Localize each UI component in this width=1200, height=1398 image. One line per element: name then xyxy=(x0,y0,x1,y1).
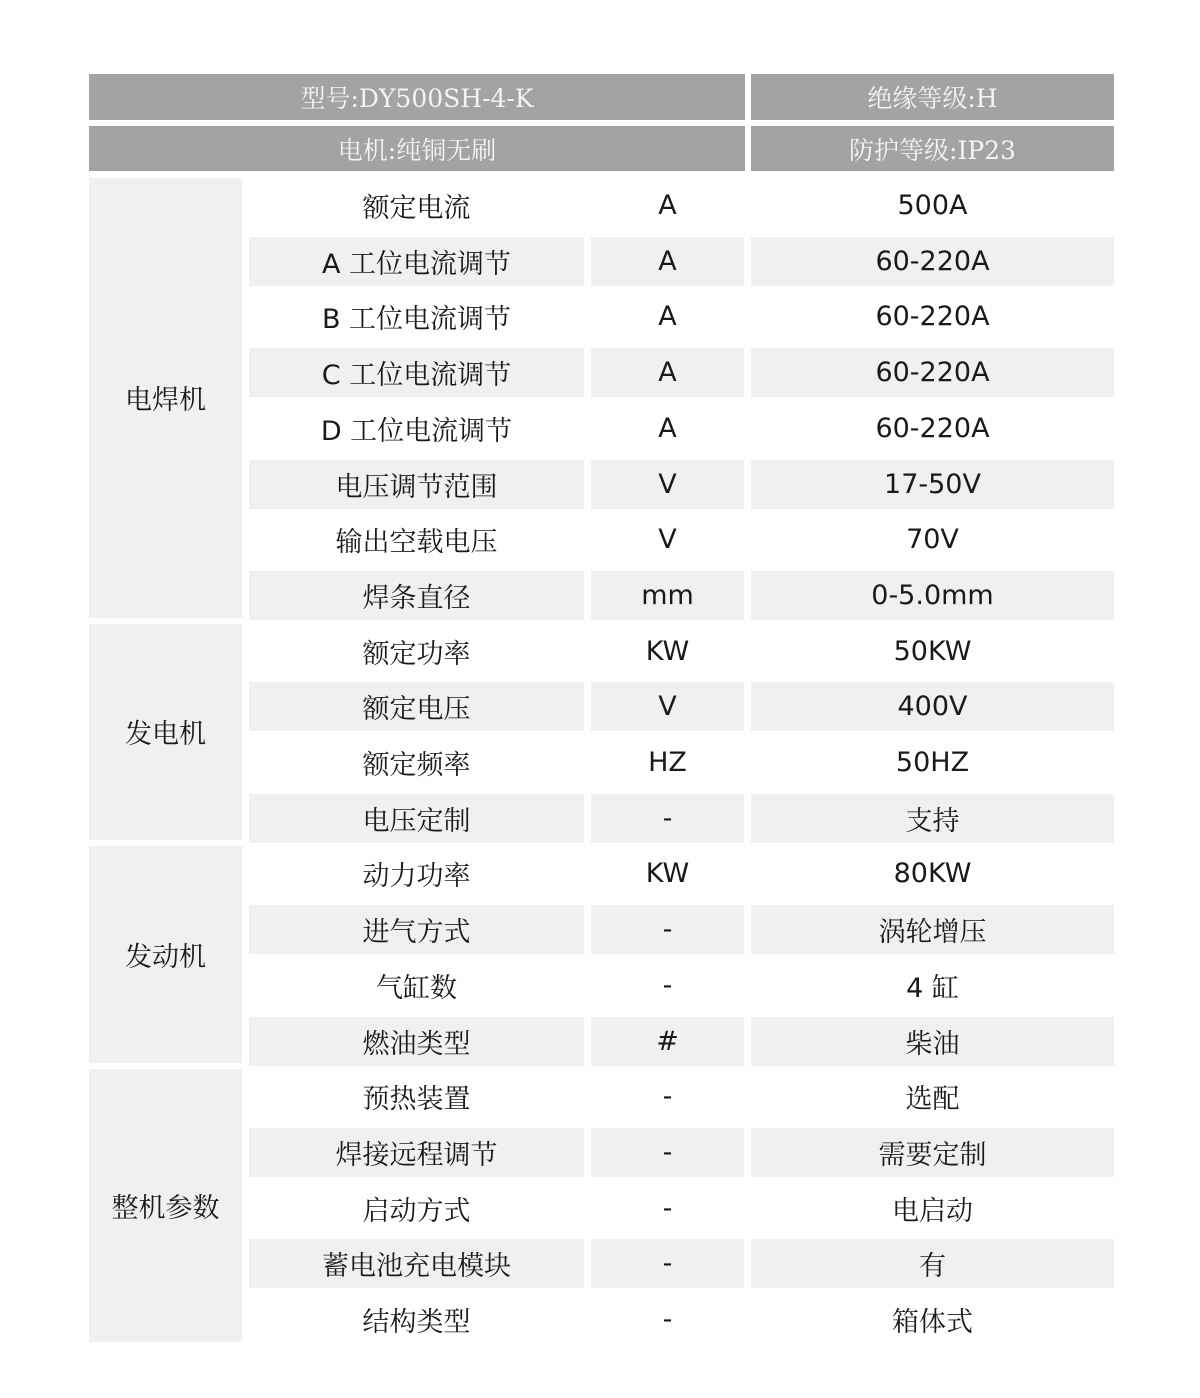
param-name: 焊接远程调节 xyxy=(249,1128,584,1177)
param-value: 需要定制 xyxy=(751,1128,1114,1177)
param-unit: A xyxy=(591,237,744,286)
group-label: 整机参数 xyxy=(89,1069,242,1342)
param-value: 涡轮增压 xyxy=(751,905,1114,954)
param-name: 电压定制 xyxy=(249,794,584,843)
param-unit: - xyxy=(591,794,744,843)
group-label: 发电机 xyxy=(89,624,242,841)
param-unit: V xyxy=(591,682,744,731)
param-name: 启动方式 xyxy=(362,1195,471,1227)
param-value: 60-220A xyxy=(751,237,1114,286)
param-value: 60-220A xyxy=(875,301,990,333)
param-value: 80KW xyxy=(893,858,972,890)
param-name: 焊条直径 xyxy=(249,571,584,620)
param-name: 进气方式 xyxy=(249,905,584,954)
param-unit: - xyxy=(662,1192,673,1224)
param-name: 预热装置 xyxy=(362,1084,471,1116)
param-name: 气缸数 xyxy=(376,972,457,1004)
param-value: 电启动 xyxy=(892,1195,973,1227)
param-value: 50KW xyxy=(893,635,972,667)
param-unit: # xyxy=(591,1017,744,1066)
param-unit: KW xyxy=(645,635,690,667)
param-name: D 工位电流调节 xyxy=(320,415,513,447)
param-value: 有 xyxy=(751,1239,1114,1288)
param-name: A 工位电流调节 xyxy=(249,237,584,286)
model-header: 型号:DY500SH-4-K xyxy=(89,74,745,120)
param-unit: V xyxy=(658,524,677,556)
param-value: 4 缸 xyxy=(906,972,959,1004)
param-value: 17-50V xyxy=(751,460,1114,509)
param-name: 动力功率 xyxy=(362,861,471,893)
param-name: C 工位电流调节 xyxy=(249,348,584,397)
param-unit: HZ xyxy=(648,747,687,778)
param-value: 50HZ xyxy=(895,747,970,778)
param-unit: - xyxy=(591,905,744,954)
param-name: 燃油类型 xyxy=(249,1017,584,1066)
param-unit: - xyxy=(591,1239,744,1288)
param-unit: mm xyxy=(591,571,744,620)
param-value: 支持 xyxy=(751,794,1114,843)
param-value: 箱体式 xyxy=(892,1307,973,1338)
param-name: 结构类型 xyxy=(362,1307,471,1338)
param-name: 蓄电池充电模块 xyxy=(249,1239,584,1288)
param-unit: KW xyxy=(645,858,690,890)
param-name: 额定电压 xyxy=(249,682,584,731)
param-name: 额定频率 xyxy=(362,750,471,781)
param-value: 60-220A xyxy=(751,348,1114,397)
protection-header: 防护等级:IP23 xyxy=(751,126,1114,171)
insulation-header: 绝缘等级:H xyxy=(751,74,1114,120)
param-name: 额定电流 xyxy=(362,193,471,224)
param-unit: - xyxy=(662,1081,673,1113)
param-unit: A xyxy=(658,190,677,221)
param-value: 70V xyxy=(906,524,959,556)
param-value: 柴油 xyxy=(751,1017,1114,1066)
group-label: 发动机 xyxy=(89,846,242,1063)
motor-header: 电机:纯铜无刷 xyxy=(89,126,745,171)
param-name: 输出空载电压 xyxy=(335,527,498,559)
group-label: 电焊机 xyxy=(89,178,242,618)
param-unit: - xyxy=(591,1128,744,1177)
param-name: 额定功率 xyxy=(362,638,471,670)
param-unit: - xyxy=(662,1304,673,1335)
param-unit: - xyxy=(662,969,673,1001)
param-name: B 工位电流调节 xyxy=(321,304,512,336)
param-value: 0-5.0mm xyxy=(751,571,1114,620)
param-value: 选配 xyxy=(905,1084,960,1116)
param-unit: A xyxy=(591,348,744,397)
param-value: 500A xyxy=(897,190,968,221)
param-name: 电压调节范围 xyxy=(249,460,584,509)
param-unit: V xyxy=(591,460,744,509)
param-unit: A xyxy=(658,412,677,444)
param-value: 60-220A xyxy=(875,412,990,444)
param-unit: A xyxy=(658,301,677,333)
param-value: 400V xyxy=(751,682,1114,731)
